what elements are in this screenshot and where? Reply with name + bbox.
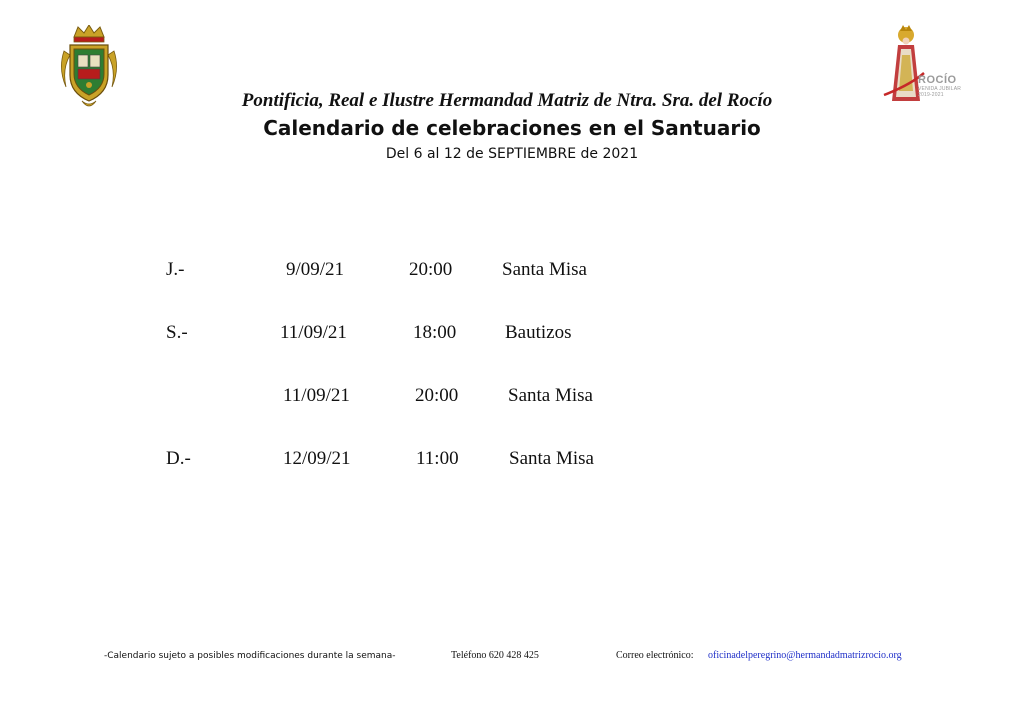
- disclaimer-note: -Calendario sujeto a posibles modificaciones durante la semana-: [104, 651, 396, 661]
- logo-title: ROCÍO: [918, 74, 957, 86]
- email-link[interactable]: oficinadelperegrino@hermandadmatrizrocio.org: [708, 650, 902, 661]
- schedule-date: 11/09/21: [280, 322, 347, 343]
- logo-subtitle: VENIDA JUBILAR: [918, 86, 962, 92]
- schedule-event: Santa Misa: [502, 259, 587, 280]
- phone-number: Teléfono 620 428 425: [451, 650, 539, 661]
- schedule-day: D.-: [166, 448, 191, 469]
- schedule-date: 12/09/21: [283, 448, 351, 469]
- email-label: Correo electrónico:: [616, 650, 694, 661]
- schedule-date: 11/09/21: [283, 385, 350, 406]
- schedule-time: 18:00: [413, 322, 457, 343]
- schedule-time: 20:00: [415, 385, 459, 406]
- schedule-time: 11:00: [416, 448, 459, 469]
- schedule-date: 9/09/21: [286, 259, 345, 280]
- page-title: Calendario de celebraciones en el Santuario: [263, 116, 761, 140]
- date-range: Del 6 al 12 de SEPTIEMBRE de 2021: [385, 146, 639, 162]
- schedule-day: S.-: [166, 322, 188, 343]
- logo-years: 2019-2021: [918, 92, 944, 98]
- schedule-event: Bautizos: [505, 322, 572, 343]
- schedule-day: J.-: [166, 259, 185, 280]
- organization-name: Pontificia, Real e Ilustre Hermandad Matriz de Ntra. Sra. del Rocío: [241, 90, 773, 111]
- schedule-event: Santa Misa: [508, 385, 593, 406]
- schedule-time: 20:00: [409, 259, 453, 280]
- schedule-event: Santa Misa: [509, 448, 594, 469]
